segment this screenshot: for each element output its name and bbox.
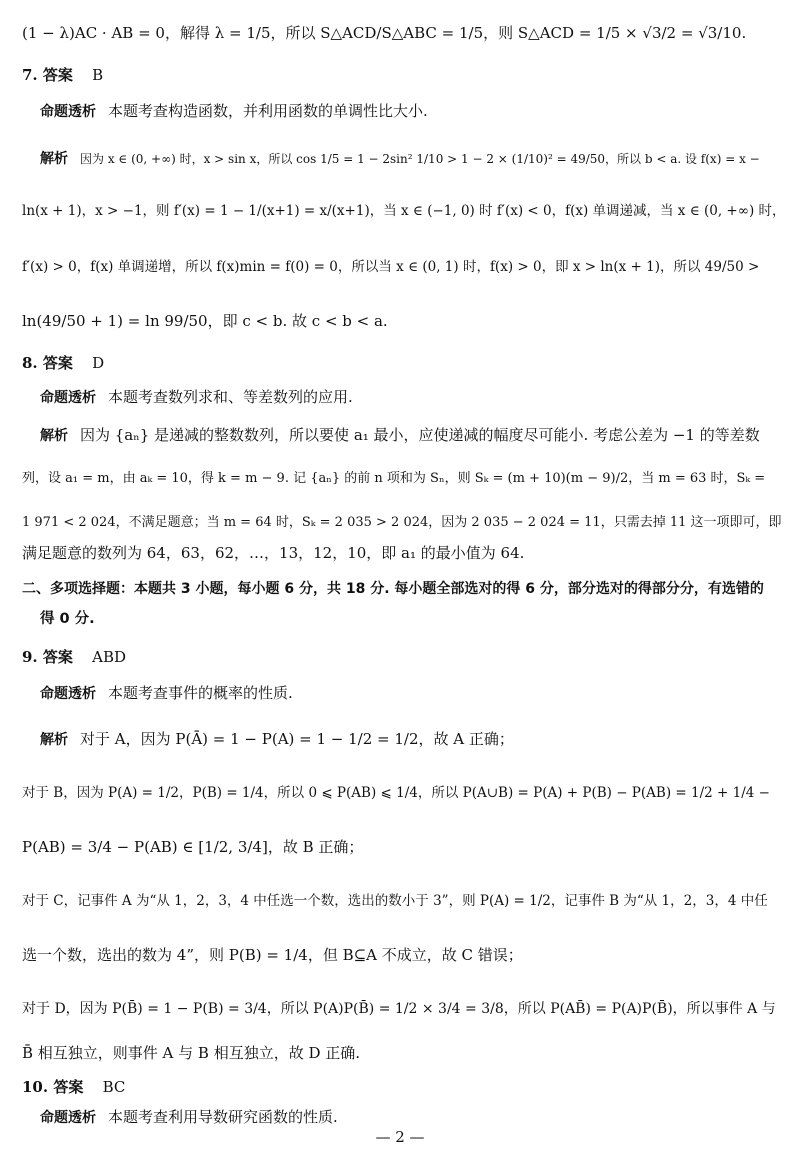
section-2-heading-cont: 得 0 分. <box>40 611 95 627</box>
q8-solution-3: 1 971 < 2 024，不满足题意；当 m = 64 时，Sₖ = 2 035 > 2 024，因为 2 035 − 2 024 = 11，只需去掉 11 这一项即可，即 <box>22 515 782 530</box>
q7-intent-tag: 命题透析 <box>40 104 96 120</box>
q7-solution-1 <box>40 148 784 170</box>
q9-solution-5: 选一个数，选出的数为 4”，则 P(B) = 1/4，但 B⊆A 不成立，故 C 错误； <box>22 946 523 964</box>
q7-solution-2: ln(x + 1)，x > −1，则 f′(x) = 1 − 1/(x+1) = x/(x+1)，当 x ∈ (−1, 0) 时 f′(x) < 0，f(x) 单调递减，当 x ∈ (0, +∞) 时， <box>22 203 786 219</box>
q10-answer <box>22 1076 784 1098</box>
q8-solution-1 <box>40 424 784 447</box>
q8-intent-tag: 命题透析 <box>40 390 96 406</box>
q9-intent-text: 本题考查事件的概率的性质. <box>108 684 293 702</box>
q8-number: 8. <box>22 354 38 372</box>
q7-solution-3: f′(x) > 0，f(x) 单调递增，所以 f(x)min = f(0) = 0，所以当 x ∈ (0, 1) 时，f(x) > 0，即 x > ln(x + 1)，所以 49/50 > <box>22 259 760 275</box>
section-2-heading: 二、多项选择题：本题共 3 小题，每小题 6 分，共 18 分. 每小题全部选对的得 6 分，部分选对的得部分分，有选错的 <box>22 581 764 597</box>
q8-solution-4: 满足题意的数列为 64，63，62，…，13，12，10，即 a₁ 的最小值为 64. <box>22 544 525 562</box>
q9-solution-7: B̄ 相互独立，则事件 A 与 B 相互独立，故 D 正确. <box>22 1044 361 1062</box>
q10-number: 10. <box>22 1078 49 1096</box>
q9-solution-1 <box>40 728 784 751</box>
q7-solution-4: ln(49/50 + 1) = ln 99/50，即 c < b. 故 c < b < a. <box>22 312 388 330</box>
q8-intent-text: 本题考查数列求和、等差数列的应用. <box>108 388 353 406</box>
q7-intent-text: 本题考查构造函数，并利用函数的单调性比大小. <box>108 102 428 120</box>
q10-intent-tag: 命题透析 <box>40 1110 96 1126</box>
q6-solution-tail: (1 − λ)AC · AB = 0，解得 λ = 1/5，所以 S△ACD/S△ABC = 1/5，则 S△ACD = 1/5 × √3/2 = √3/10. <box>22 24 747 42</box>
q10-intent <box>40 1106 784 1129</box>
q9-answer <box>22 646 784 668</box>
q7-answer <box>22 64 784 86</box>
q8-solution-text-1: 因为 {aₙ} 是递减的整数数列，所以要使 a₁ 最小，应使递减的幅度尽可能小. 考虑公差为 −1 的等差数 <box>80 426 760 444</box>
q7-intent <box>40 100 784 123</box>
q10-answer-value: BC <box>102 1078 126 1096</box>
q10-intent-text: 本题考查利用导数研究函数的性质. <box>108 1108 338 1126</box>
q10-answer-label: 答案 <box>53 1078 84 1096</box>
q8-answer-label: 答案 <box>42 354 73 372</box>
q9-intent <box>40 682 784 705</box>
q8-answer-value: D <box>92 354 105 372</box>
q8-answer <box>22 352 784 374</box>
q7-answer-value: B <box>92 66 104 84</box>
q8-intent <box>40 386 784 409</box>
q9-intent-tag: 命题透析 <box>40 686 96 702</box>
q9-solution-2: 对于 B，因为 P(A) = 1/2，P(B) = 1/4，所以 0 ⩽ P(AB) ⩽ 1/4，所以 P(A∪B) = P(A) + P(B) − P(AB) = 1/2 + 1/4 − <box>22 785 770 801</box>
q9-solution-6: 对于 D，因为 P(B̄) = 1 − P(B) = 3/4，所以 P(A)P(B̄) = 1/2 × 3/4 = 3/8，所以 P(AB̄) = P(A)P(B̄)，所以事件 A 与 <box>22 1001 776 1017</box>
q8-solution-2: 列，设 a₁ = m，由 aₖ = 10，得 k = m − 9. 记 {aₙ} 的前 n 项和为 Sₙ，则 Sₖ = (m + 10)(m − 9)/2，当 m = 63 时，Sₖ = <box>22 471 766 486</box>
q9-solution-text-1: 对于 A，因为 P(Ā) = 1 − P(A) = 1 − 1/2 = 1/2，故 A 正确； <box>80 730 514 748</box>
q9-solution-3: P(AB) = 3/4 − P(AB) ∈ [1/2, 3/4]，故 B 正确； <box>22 838 364 856</box>
q9-answer-label: 答案 <box>42 648 73 666</box>
q9-solution-4: 对于 C，记事件 A 为“从 1，2，3，4 中任选一个数，选出的数小于 3”，则 P(A) = 1/2，记事件 B 为“从 1，2，3，4 中任 <box>22 893 768 909</box>
q7-number: 7. <box>22 66 38 84</box>
q7-solution-text-1: 因为 x ∈ (0, +∞) 时，x > sin x，所以 cos 1/5 = 1 − 2sin² 1/10 > 1 − 2 × (1/10)² = 49/50，所以 b < a. 设 f(x) = x − <box>80 152 760 166</box>
page-number: — 2 — <box>375 1128 425 1146</box>
q9-solution-tag: 解析 <box>40 732 68 748</box>
q9-number: 9. <box>22 648 38 666</box>
q7-answer-label: 答案 <box>42 66 73 84</box>
q7-solution-tag: 解析 <box>40 151 68 167</box>
q9-answer-value: ABD <box>92 648 127 666</box>
q8-solution-tag: 解析 <box>40 428 68 444</box>
